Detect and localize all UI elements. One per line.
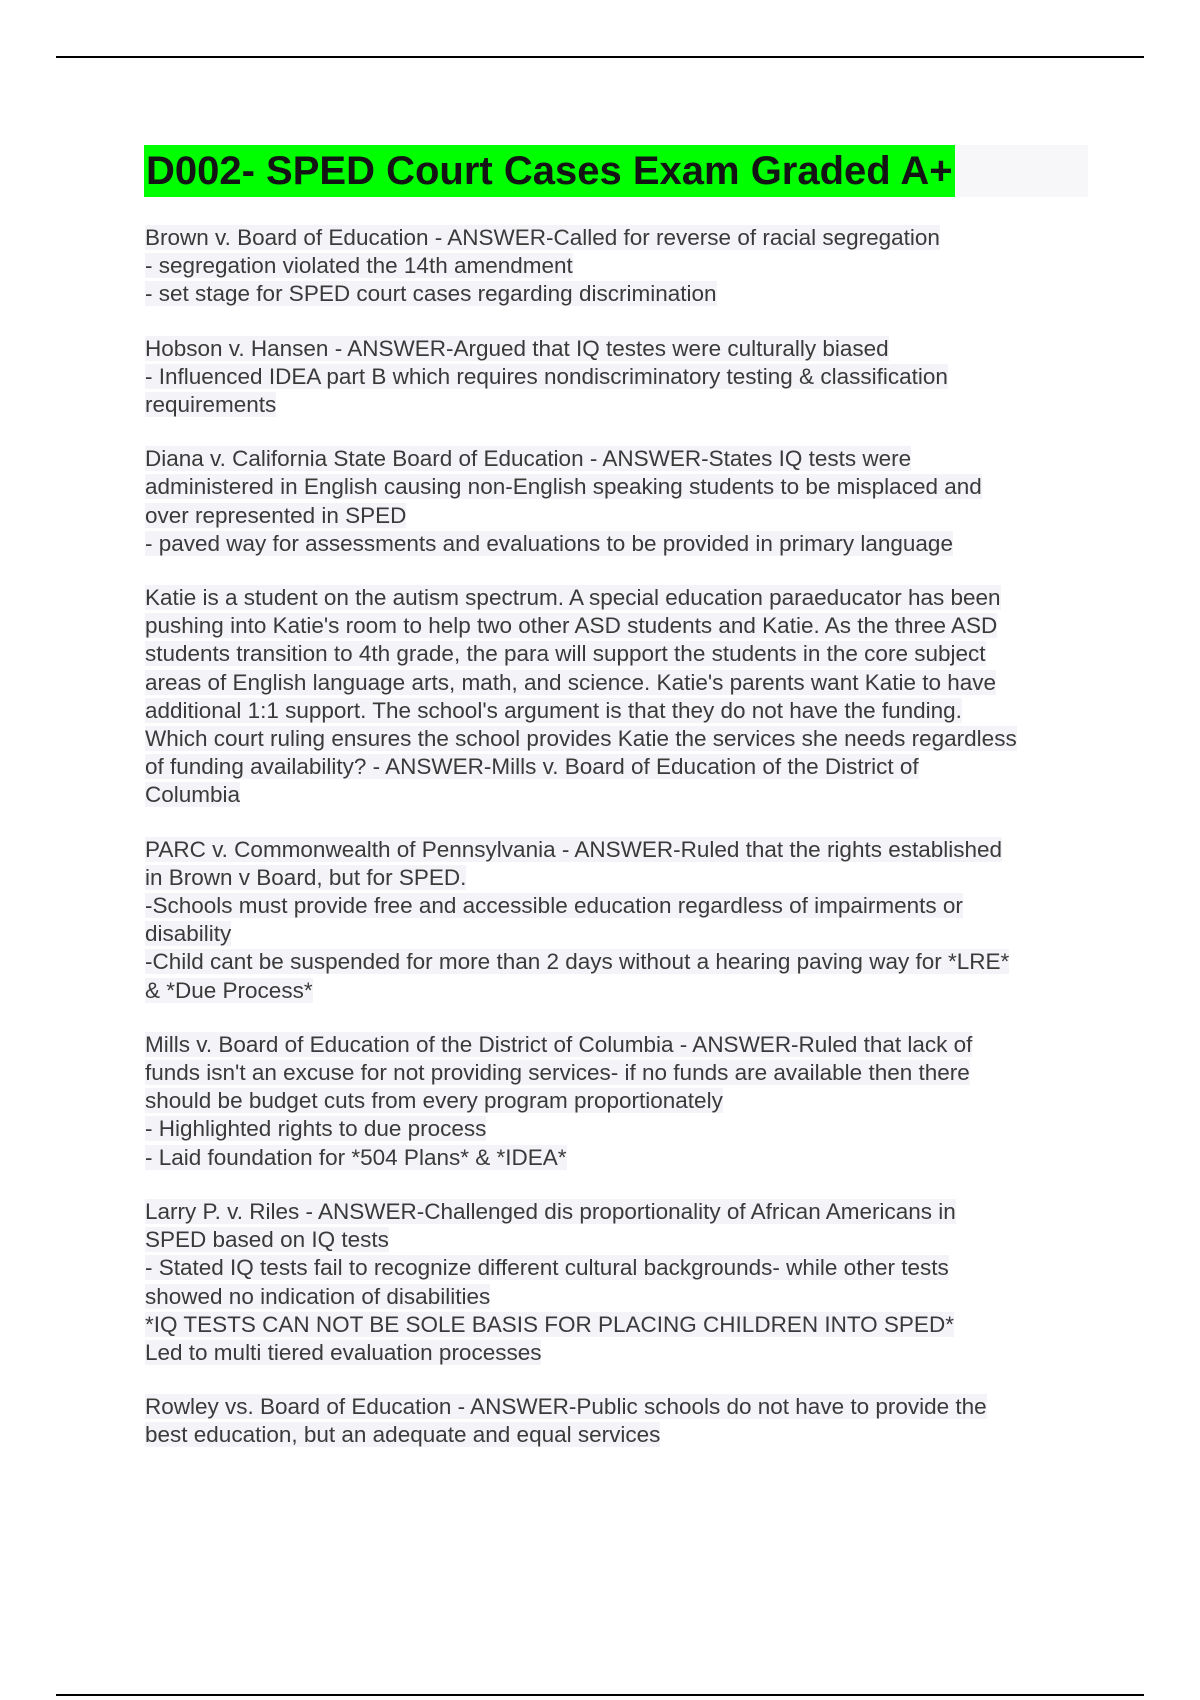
- text-line: Hobson v. Hansen - ANSWER-Argued that IQ testes were culturally biased: [145, 335, 889, 361]
- text-line: administered in English causing non-English speaking students to be misplaced and: [145, 474, 982, 500]
- text-line: *IQ TESTS CAN NOT BE SOLE BASIS FOR PLACING CHILDREN INTO SPED*: [145, 1311, 954, 1337]
- text-line: - segregation violated the 14th amendment: [145, 253, 573, 279]
- text-line: disability: [145, 921, 232, 947]
- document-title-block: [144, 145, 1088, 197]
- qa-entry: [145, 224, 1090, 309]
- text-line: funds isn't an excuse for not providing services- if no funds are available then there: [145, 1060, 970, 1086]
- document-title: D002- SPED Court Cases Exam Graded A+: [144, 145, 955, 197]
- text-line: SPED based on IQ tests: [145, 1227, 389, 1253]
- text-line: Larry P. v. Riles - ANSWER-Challenged dis proportionality of African Americans in: [145, 1198, 956, 1224]
- text-line: students transition to 4th grade, the para will support the students in the core subject: [145, 641, 986, 667]
- text-line: additional 1:1 support. The school's argument is that they do not have the funding.: [145, 697, 962, 723]
- text-line: Led to multi tiered evaluation processes: [145, 1339, 542, 1365]
- text-line: & *Due Process*: [145, 977, 313, 1003]
- text-line: - Influenced IDEA part B which requires nondiscriminatory testing & classification: [145, 363, 948, 389]
- qa-entry: [145, 335, 1090, 420]
- qa-entry: [145, 836, 1090, 1005]
- text-line: Rowley vs. Board of Education - ANSWER-Public schools do not have to provide the: [145, 1394, 987, 1420]
- document-body: [145, 224, 1090, 1476]
- text-line: - paved way for assessments and evaluations to be provided in primary language: [145, 530, 953, 556]
- text-line: in Brown v Board, but for SPED.: [145, 864, 467, 890]
- header-divider: [56, 56, 1144, 58]
- text-line: - Highlighted rights to due process: [145, 1116, 487, 1142]
- qa-entry: [145, 584, 1090, 810]
- text-line: Mills v. Board of Education of the District of Columbia - ANSWER-Ruled that lack of: [145, 1031, 973, 1057]
- text-line: pushing into Katie's room to help two other ASD students and Katie. As the three ASD: [145, 613, 998, 639]
- text-line: of funding availability? - ANSWER-Mills v. Board of Education of the District of: [145, 754, 919, 780]
- qa-entry: [145, 445, 1090, 558]
- text-line: showed no indication of disabilities: [145, 1283, 491, 1309]
- qa-entry: [145, 1393, 1090, 1449]
- text-line: - Stated IQ tests fail to recognize different cultural backgrounds- while other tests: [145, 1255, 949, 1281]
- text-line: Columbia: [145, 782, 241, 808]
- text-line: Katie is a student on the autism spectrum. A special education paraeducator has been: [145, 585, 1001, 611]
- text-line: over represented in SPED: [145, 502, 407, 528]
- text-line: requirements: [145, 392, 277, 418]
- qa-entry: [145, 1031, 1090, 1172]
- text-line: Which court ruling ensures the school provides Katie the services she needs regardless: [145, 726, 1017, 752]
- text-line: -Schools must provide free and accessible education regardless of impairments or: [145, 893, 963, 919]
- footer-divider: [56, 1694, 1144, 1696]
- text-line: Diana v. California State Board of Education - ANSWER-States IQ tests were: [145, 446, 912, 472]
- text-line: -Child cant be suspended for more than 2 days without a hearing paving way for *LRE*: [145, 949, 1010, 975]
- text-line: areas of English language arts, math, and science. Katie's parents want Katie to have: [145, 669, 997, 695]
- text-line: should be budget cuts from every program proportionately: [145, 1088, 723, 1114]
- qa-entry: [145, 1198, 1090, 1367]
- text-line: PARC v. Commonwealth of Pennsylvania - ANSWER-Ruled that the rights established: [145, 836, 1003, 862]
- text-line: best education, but an adequate and equal services: [145, 1422, 661, 1448]
- text-line: - set stage for SPED court cases regarding discrimination: [145, 281, 717, 307]
- text-line: - Laid foundation for *504 Plans* & *IDEA*: [145, 1144, 567, 1170]
- text-line: Brown v. Board of Education - ANSWER-Called for reverse of racial segregation: [145, 225, 940, 250]
